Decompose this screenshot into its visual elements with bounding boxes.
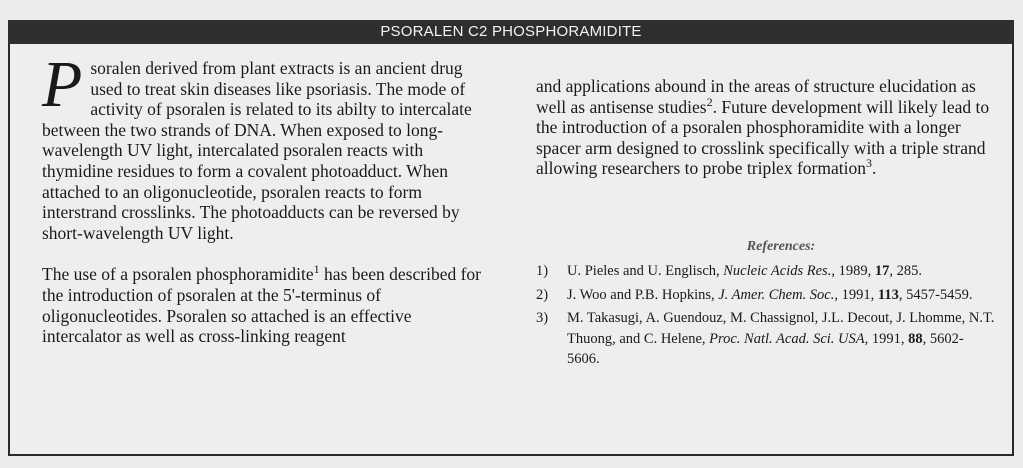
reference-pages: , 5602-5606.: [567, 330, 964, 367]
reference-volume: 17: [874, 263, 890, 279]
reference-authors: M. Takasugi, A. Guendouz, M. Chassignol, J.L. Decout, J. Lhomme, N.T. Thuong, and C. Helene,: [567, 310, 995, 347]
reference-item: [536, 308, 996, 370]
usage-paragraph: [42, 264, 494, 346]
reference-year: , 1991,: [864, 330, 909, 347]
reference-number: 3): [536, 310, 549, 326]
reference-year: , 1989,: [831, 263, 875, 279]
left-column: [42, 48, 494, 347]
citation-1: 1: [313, 262, 320, 277]
citation-2: 2: [706, 94, 713, 109]
applications-text-b: . Future development will likely lead to the introduction of a psoralen phosphoramidite with a longer spacer arm designed to crosslink specifically with a triple strand allowing researchers to probe triplex formation: [536, 96, 990, 179]
reference-number: 1): [536, 263, 549, 279]
reference-text: [567, 308, 996, 370]
reference-journal: Proc. Natl. Acad. Sci. USA: [709, 330, 865, 347]
reference-authors: U. Pieles and U. Englisch,: [567, 263, 724, 279]
right-column: [536, 76, 996, 179]
applications-text-c: .: [871, 158, 877, 179]
references-heading: References:: [746, 239, 816, 254]
reference-volume: 88: [908, 330, 923, 347]
applications-text-a: and applications abound in the areas of structure elucidation as well as antisense studies: [536, 76, 976, 117]
reference-journal: Nucleic Acids Res.: [723, 263, 832, 279]
reference-pages: , 285.: [889, 263, 922, 279]
page-title: PSORALEN C2 PHOSPHORAMIDITE: [8, 20, 1014, 44]
references-section: [536, 239, 996, 373]
reference-text: [567, 285, 996, 306]
usage-text-a: The use of a psoralen phosphoramidite: [42, 264, 314, 285]
reference-volume: 113: [877, 286, 899, 303]
applications-paragraph: [536, 76, 996, 179]
intro-paragraph: [42, 48, 494, 243]
intro-text: soralen derived from plant extracts is an ancient drug used to treat skin diseases like psoriasis. The mode of activity of psoralen is related to its abilty to intercalate between the two strands of DNA. When exposed to long-wavelength UV light, intercalated psoralen reacts with thymidine residues to form a covalent photoadduct. When attached to an oligonucleotide, psoralen reacts to form interstrand crosslinks. The photoadducts can be reversed by short-wavelength UV light.: [42, 58, 472, 243]
citation-3: 3: [865, 156, 872, 171]
reference-authors: J. Woo and P.B. Hopkins,: [567, 286, 719, 303]
drop-cap: P: [42, 48, 83, 121]
reference-pages: , 5457-5459.: [898, 286, 973, 303]
reference-text: [567, 261, 996, 282]
usage-text-b: has been described for the introduction of psoralen at the 5'-terminus of oligonucleotides. Psoralen so attached is an effective intercalator as well as cross-linking reagent: [42, 264, 481, 347]
reference-item: [536, 285, 996, 306]
reference-number: 2): [536, 286, 549, 303]
reference-journal: J. Amer. Chem. Soc.: [718, 286, 835, 303]
reference-item: [536, 261, 996, 282]
reference-year: , 1991,: [834, 286, 878, 303]
